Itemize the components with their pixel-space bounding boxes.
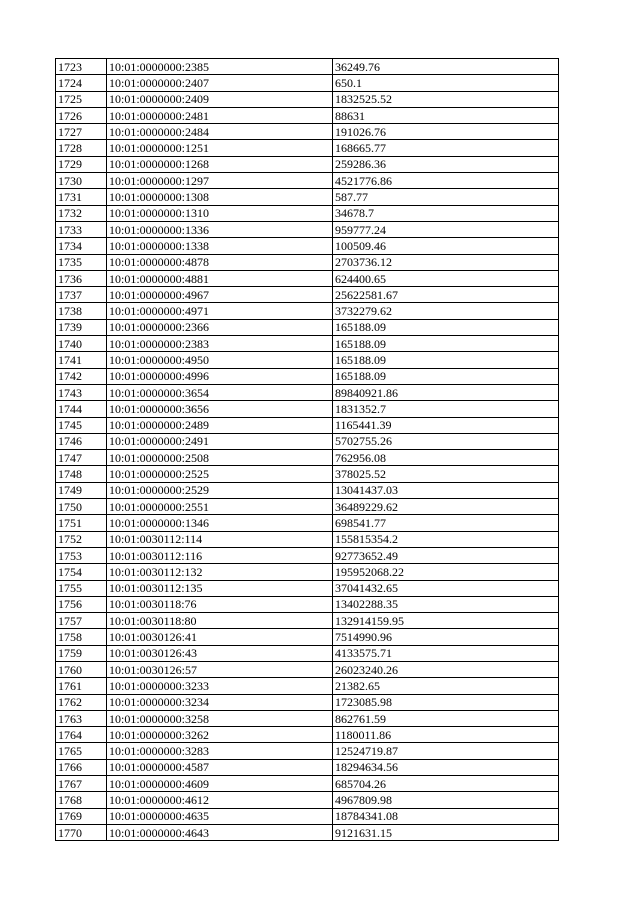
cadastral-number-cell: 10:01:0000000:1297	[107, 173, 333, 189]
row-number-cell: 1747	[56, 450, 107, 466]
cadastral-number-cell: 10:01:0000000:4643	[107, 824, 333, 840]
cadastral-number-cell: 10:01:0030118:76	[107, 596, 333, 612]
table-row	[56, 173, 559, 189]
cadastral-number-cell: 10:01:0030112:135	[107, 580, 333, 596]
value-cell: 959777.24	[333, 221, 559, 237]
cadastral-number-cell: 10:01:0000000:2489	[107, 417, 333, 433]
row-number-cell: 1749	[56, 482, 107, 498]
cadastral-number-cell: 10:01:0000000:1310	[107, 205, 333, 221]
table-row	[56, 466, 559, 482]
table-row	[56, 221, 559, 237]
row-number-cell: 1724	[56, 75, 107, 91]
table-row	[56, 75, 559, 91]
cadastral-number-cell: 10:01:0030126:57	[107, 661, 333, 677]
cadastral-number-cell: 10:01:0000000:4881	[107, 270, 333, 286]
table-row	[56, 531, 559, 547]
cadastral-number-cell: 10:01:0000000:4609	[107, 776, 333, 792]
value-cell: 195952068.22	[333, 564, 559, 580]
table-row	[56, 450, 559, 466]
value-cell: 92773652.49	[333, 547, 559, 563]
row-number-cell: 1737	[56, 287, 107, 303]
row-number-cell: 1739	[56, 319, 107, 335]
cadastral-number-cell: 10:01:0000000:3654	[107, 384, 333, 400]
value-cell: 191026.76	[333, 124, 559, 140]
table-row	[56, 678, 559, 694]
value-cell: 587.77	[333, 189, 559, 205]
row-number-cell: 1734	[56, 238, 107, 254]
cadastral-number-cell: 10:01:0000000:3234	[107, 694, 333, 710]
row-number-cell: 1762	[56, 694, 107, 710]
row-number-cell: 1769	[56, 808, 107, 824]
cadastral-number-cell: 10:01:0000000:2481	[107, 107, 333, 123]
value-cell: 2703736.12	[333, 254, 559, 270]
table-row	[56, 401, 559, 417]
cadastral-number-cell: 10:01:0000000:4950	[107, 352, 333, 368]
value-cell: 9121631.15	[333, 824, 559, 840]
row-number-cell: 1767	[56, 776, 107, 792]
value-cell: 100509.46	[333, 238, 559, 254]
row-number-cell: 1731	[56, 189, 107, 205]
value-cell: 165188.09	[333, 336, 559, 352]
row-number-cell: 1730	[56, 173, 107, 189]
table-row	[56, 156, 559, 172]
cadastral-number-cell: 10:01:0030126:43	[107, 645, 333, 661]
row-number-cell: 1741	[56, 352, 107, 368]
table-row	[56, 776, 559, 792]
value-cell: 18784341.08	[333, 808, 559, 824]
cadastral-number-cell: 10:01:0000000:1338	[107, 238, 333, 254]
value-cell: 624400.65	[333, 270, 559, 286]
table-row	[56, 384, 559, 400]
cadastral-number-cell: 10:01:0000000:4612	[107, 792, 333, 808]
row-number-cell: 1765	[56, 743, 107, 759]
cadastral-number-cell: 10:01:0000000:2508	[107, 450, 333, 466]
cadastral-number-cell: 10:01:0000000:4967	[107, 287, 333, 303]
value-cell: 21382.65	[333, 678, 559, 694]
cadastral-number-cell: 10:01:0030126:41	[107, 629, 333, 645]
table-row	[56, 824, 559, 840]
table-row	[56, 727, 559, 743]
cadastral-number-cell: 10:01:0000000:2385	[107, 59, 333, 75]
row-number-cell: 1744	[56, 401, 107, 417]
cadastral-number-cell: 10:01:0000000:2491	[107, 433, 333, 449]
cadastral-number-cell: 10:01:0000000:2525	[107, 466, 333, 482]
row-number-cell: 1751	[56, 515, 107, 531]
value-cell: 698541.77	[333, 515, 559, 531]
value-cell: 650.1	[333, 75, 559, 91]
row-number-cell: 1764	[56, 727, 107, 743]
data-table	[55, 58, 559, 841]
value-cell: 1165441.39	[333, 417, 559, 433]
row-number-cell: 1750	[56, 499, 107, 515]
row-number-cell: 1755	[56, 580, 107, 596]
table-row	[56, 710, 559, 726]
row-number-cell: 1753	[56, 547, 107, 563]
table-row	[56, 59, 559, 75]
value-cell: 13041437.03	[333, 482, 559, 498]
table-row	[56, 645, 559, 661]
cadastral-number-cell: 10:01:0030112:132	[107, 564, 333, 580]
table-row	[56, 596, 559, 612]
table-row	[56, 417, 559, 433]
cadastral-number-cell: 10:01:0000000:1268	[107, 156, 333, 172]
table-row	[56, 336, 559, 352]
value-cell: 259286.36	[333, 156, 559, 172]
cadastral-number-cell: 10:01:0000000:2407	[107, 75, 333, 91]
value-cell: 88631	[333, 107, 559, 123]
table-row	[56, 792, 559, 808]
table-row	[56, 368, 559, 384]
value-cell: 132914159.95	[333, 613, 559, 629]
value-cell: 4967809.98	[333, 792, 559, 808]
cadastral-number-cell: 10:01:0000000:2366	[107, 319, 333, 335]
row-number-cell: 1732	[56, 205, 107, 221]
row-number-cell: 1727	[56, 124, 107, 140]
row-number-cell: 1770	[56, 824, 107, 840]
row-number-cell: 1736	[56, 270, 107, 286]
value-cell: 26023240.26	[333, 661, 559, 677]
row-number-cell: 1761	[56, 678, 107, 694]
value-cell: 685704.26	[333, 776, 559, 792]
row-number-cell: 1723	[56, 59, 107, 75]
value-cell: 762956.08	[333, 450, 559, 466]
row-number-cell: 1725	[56, 91, 107, 107]
cadastral-number-cell: 10:01:0000000:1251	[107, 140, 333, 156]
row-number-cell: 1756	[56, 596, 107, 612]
table-row	[56, 515, 559, 531]
cadastral-number-cell: 10:01:0000000:3656	[107, 401, 333, 417]
cadastral-number-cell: 10:01:0000000:3283	[107, 743, 333, 759]
row-number-cell: 1759	[56, 645, 107, 661]
table-row	[56, 661, 559, 677]
cadastral-number-cell: 10:01:0030118:80	[107, 613, 333, 629]
cadastral-number-cell: 10:01:0030112:114	[107, 531, 333, 547]
cadastral-number-cell: 10:01:0000000:3258	[107, 710, 333, 726]
table-row	[56, 564, 559, 580]
cadastral-number-cell: 10:01:0000000:4878	[107, 254, 333, 270]
value-cell: 12524719.87	[333, 743, 559, 759]
value-cell: 4133575.71	[333, 645, 559, 661]
row-number-cell: 1758	[56, 629, 107, 645]
table-row	[56, 205, 559, 221]
table-body	[56, 59, 559, 841]
cadastral-number-cell: 10:01:0000000:1346	[107, 515, 333, 531]
value-cell: 36249.76	[333, 59, 559, 75]
row-number-cell: 1757	[56, 613, 107, 629]
cadastral-number-cell: 10:01:0000000:2551	[107, 499, 333, 515]
table-row	[56, 303, 559, 319]
value-cell: 3732279.62	[333, 303, 559, 319]
value-cell: 37041432.65	[333, 580, 559, 596]
table-row	[56, 547, 559, 563]
cadastral-number-cell: 10:01:0000000:4971	[107, 303, 333, 319]
value-cell: 7514990.96	[333, 629, 559, 645]
row-number-cell: 1742	[56, 368, 107, 384]
row-number-cell: 1748	[56, 466, 107, 482]
row-number-cell: 1729	[56, 156, 107, 172]
table-row	[56, 482, 559, 498]
row-number-cell: 1740	[56, 336, 107, 352]
row-number-cell: 1760	[56, 661, 107, 677]
cadastral-number-cell: 10:01:0000000:3233	[107, 678, 333, 694]
row-number-cell: 1726	[56, 107, 107, 123]
table-row	[56, 254, 559, 270]
cadastral-number-cell: 10:01:0000000:4635	[107, 808, 333, 824]
value-cell: 155815354.2	[333, 531, 559, 547]
table-row	[56, 319, 559, 335]
cadastral-number-cell: 10:01:0000000:2409	[107, 91, 333, 107]
table-row	[56, 124, 559, 140]
row-number-cell: 1743	[56, 384, 107, 400]
row-number-cell: 1746	[56, 433, 107, 449]
table-row	[56, 613, 559, 629]
row-number-cell: 1733	[56, 221, 107, 237]
row-number-cell: 1752	[56, 531, 107, 547]
row-number-cell: 1763	[56, 710, 107, 726]
cadastral-number-cell: 10:01:0000000:4587	[107, 759, 333, 775]
value-cell: 165188.09	[333, 368, 559, 384]
table-row	[56, 743, 559, 759]
value-cell: 36489229.62	[333, 499, 559, 515]
table-row	[56, 270, 559, 286]
table-row	[56, 238, 559, 254]
table-row	[56, 287, 559, 303]
table-row	[56, 91, 559, 107]
table-row	[56, 352, 559, 368]
cadastral-number-cell: 10:01:0000000:2383	[107, 336, 333, 352]
value-cell: 1831352.7	[333, 401, 559, 417]
row-number-cell: 1738	[56, 303, 107, 319]
value-cell: 13402288.35	[333, 596, 559, 612]
value-cell: 34678.7	[333, 205, 559, 221]
table-row	[56, 694, 559, 710]
value-cell: 165188.09	[333, 319, 559, 335]
table-row	[56, 629, 559, 645]
value-cell: 168665.77	[333, 140, 559, 156]
row-number-cell: 1766	[56, 759, 107, 775]
row-number-cell: 1768	[56, 792, 107, 808]
value-cell: 862761.59	[333, 710, 559, 726]
value-cell: 18294634.56	[333, 759, 559, 775]
cadastral-number-cell: 10:01:0000000:1308	[107, 189, 333, 205]
row-number-cell: 1735	[56, 254, 107, 270]
row-number-cell: 1745	[56, 417, 107, 433]
value-cell: 1723085.98	[333, 694, 559, 710]
table-row	[56, 759, 559, 775]
cadastral-number-cell: 10:01:0000000:2484	[107, 124, 333, 140]
value-cell: 5702755.26	[333, 433, 559, 449]
row-number-cell: 1728	[56, 140, 107, 156]
value-cell: 89840921.86	[333, 384, 559, 400]
cadastral-number-cell: 10:01:0000000:1336	[107, 221, 333, 237]
table-row	[56, 499, 559, 515]
cadastral-number-cell: 10:01:0000000:4996	[107, 368, 333, 384]
value-cell: 378025.52	[333, 466, 559, 482]
cadastral-number-cell: 10:01:0000000:2529	[107, 482, 333, 498]
value-cell: 4521776.86	[333, 173, 559, 189]
value-cell: 1180011.86	[333, 727, 559, 743]
table-row	[56, 189, 559, 205]
table-row	[56, 433, 559, 449]
value-cell: 1832525.52	[333, 91, 559, 107]
table-row	[56, 140, 559, 156]
table-row	[56, 808, 559, 824]
cadastral-number-cell: 10:01:0000000:3262	[107, 727, 333, 743]
value-cell: 165188.09	[333, 352, 559, 368]
value-cell: 25622581.67	[333, 287, 559, 303]
row-number-cell: 1754	[56, 564, 107, 580]
cadastral-number-cell: 10:01:0030112:116	[107, 547, 333, 563]
table-row	[56, 107, 559, 123]
table-row	[56, 580, 559, 596]
